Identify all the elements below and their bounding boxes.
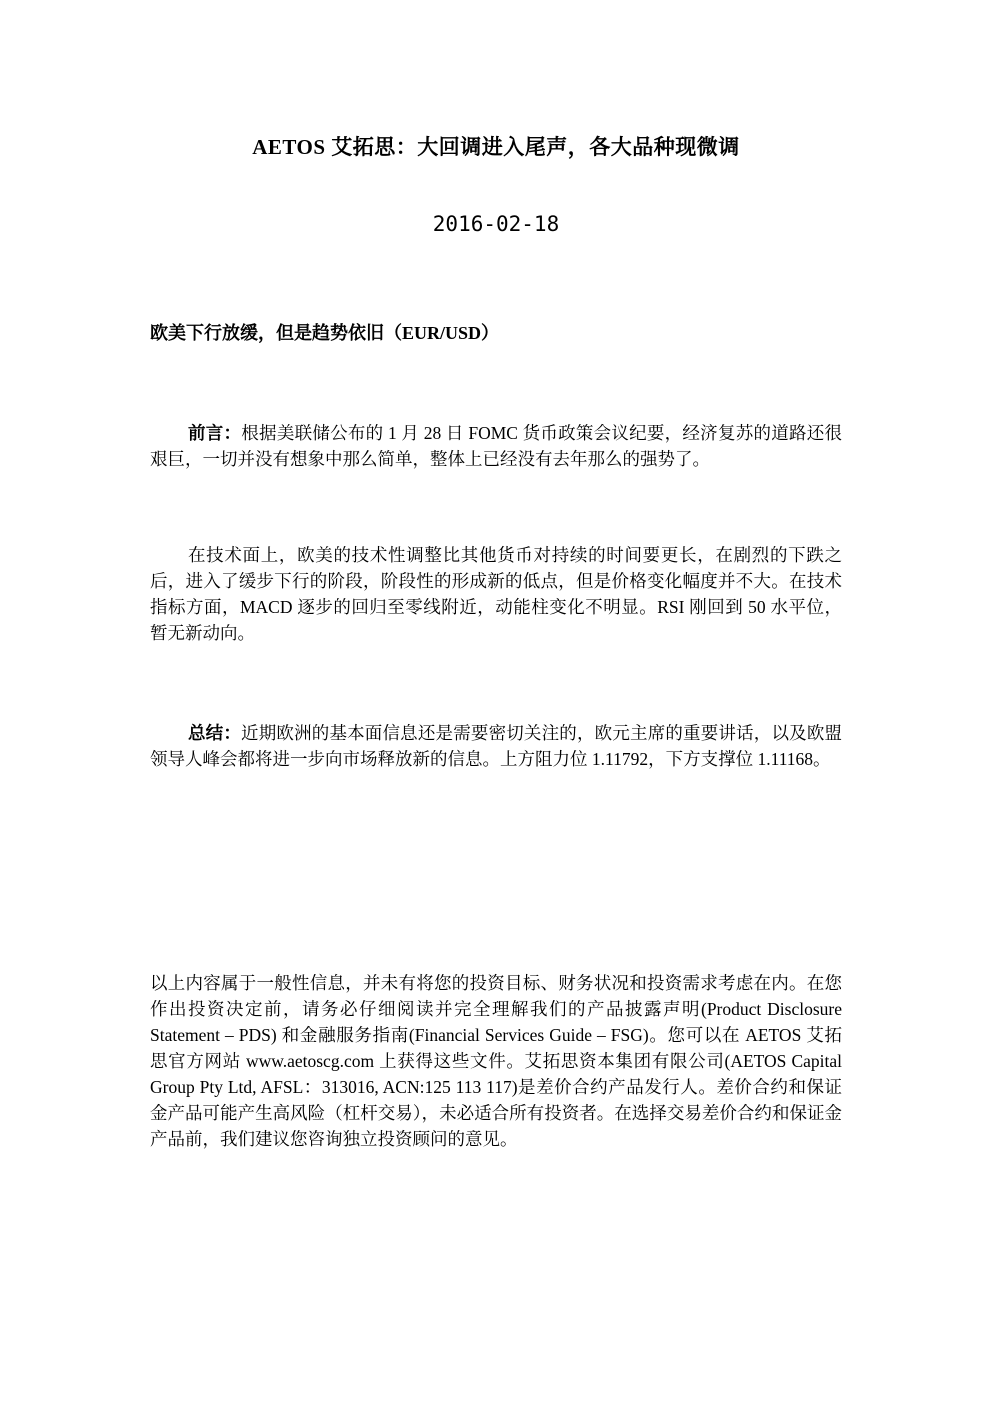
document-date: 2016-02-18 bbox=[432, 212, 560, 236]
summary-text: 近期欧洲的基本面信息还是需要密切关注的，欧元主席的重要讲话，以及欧盟领导人峰会都将进一步向市场释放新的信息。上方阻力位 1.11792，下方支撑位 1.11168。 bbox=[150, 723, 843, 769]
summary-lead: 总结： bbox=[188, 723, 242, 743]
intro-lead: 前言： bbox=[188, 423, 242, 443]
disclaimer-text: 以上内容属于一般性信息，并未有将您的投资目标、财务状况和投资需求考虑在内。在您作出投资决定前，请务必仔细阅读并完全理解我们的产品披露声明(Product Disclosure Statement – PDS) 和金融服务指南(Financial Services Guide – FSG)。您可以在 AETOS 艾拓思官方网站 www.aetoscg.com 上获得这些文件。艾拓思资本集团有限公司(AETOS Capital Group Pty Ltd, AFSL：313016, ACN:125 113 117)是差价合约产品发行人。差价合约和保证金产品可能产生高风险（杠杆交易），未必适合所有投资者。在选择交易差价合约和保证金产品前，我们建议您咨询独立投资顾问的意见。 bbox=[150, 973, 842, 1149]
intro-text: 根据美联储公布的 1 月 28 日 FOMC 货币政策会议纪要，经济复苏的道路还很艰巨，一切并没有想象中那么简单，整体上已经没有去年那么的强势了。 bbox=[150, 423, 843, 469]
section-heading: 欧美下行放缓，但是趋势依旧（EUR/USD） bbox=[150, 323, 500, 343]
disclaimer-paragraph bbox=[150, 970, 842, 1152]
summary-paragraph bbox=[150, 720, 842, 772]
technical-text: 在技术面上，欧美的技术性调整比其他货币对持续的时间要更长，在剧烈的下跌之后，进入了缓步下行的阶段，阶段性的形成新的低点，但是价格变化幅度并不大。在技术指标方面，MACD 逐步的回归至零线附近，动能柱变化不明显。RSI 刚回到 50 水平位，暂无新动向。 bbox=[150, 545, 842, 643]
technical-paragraph bbox=[150, 542, 842, 646]
intro-paragraph bbox=[150, 420, 842, 472]
document-title: AETOS 艾拓思：大回调进入尾声，各大品种现微调 bbox=[252, 135, 740, 159]
